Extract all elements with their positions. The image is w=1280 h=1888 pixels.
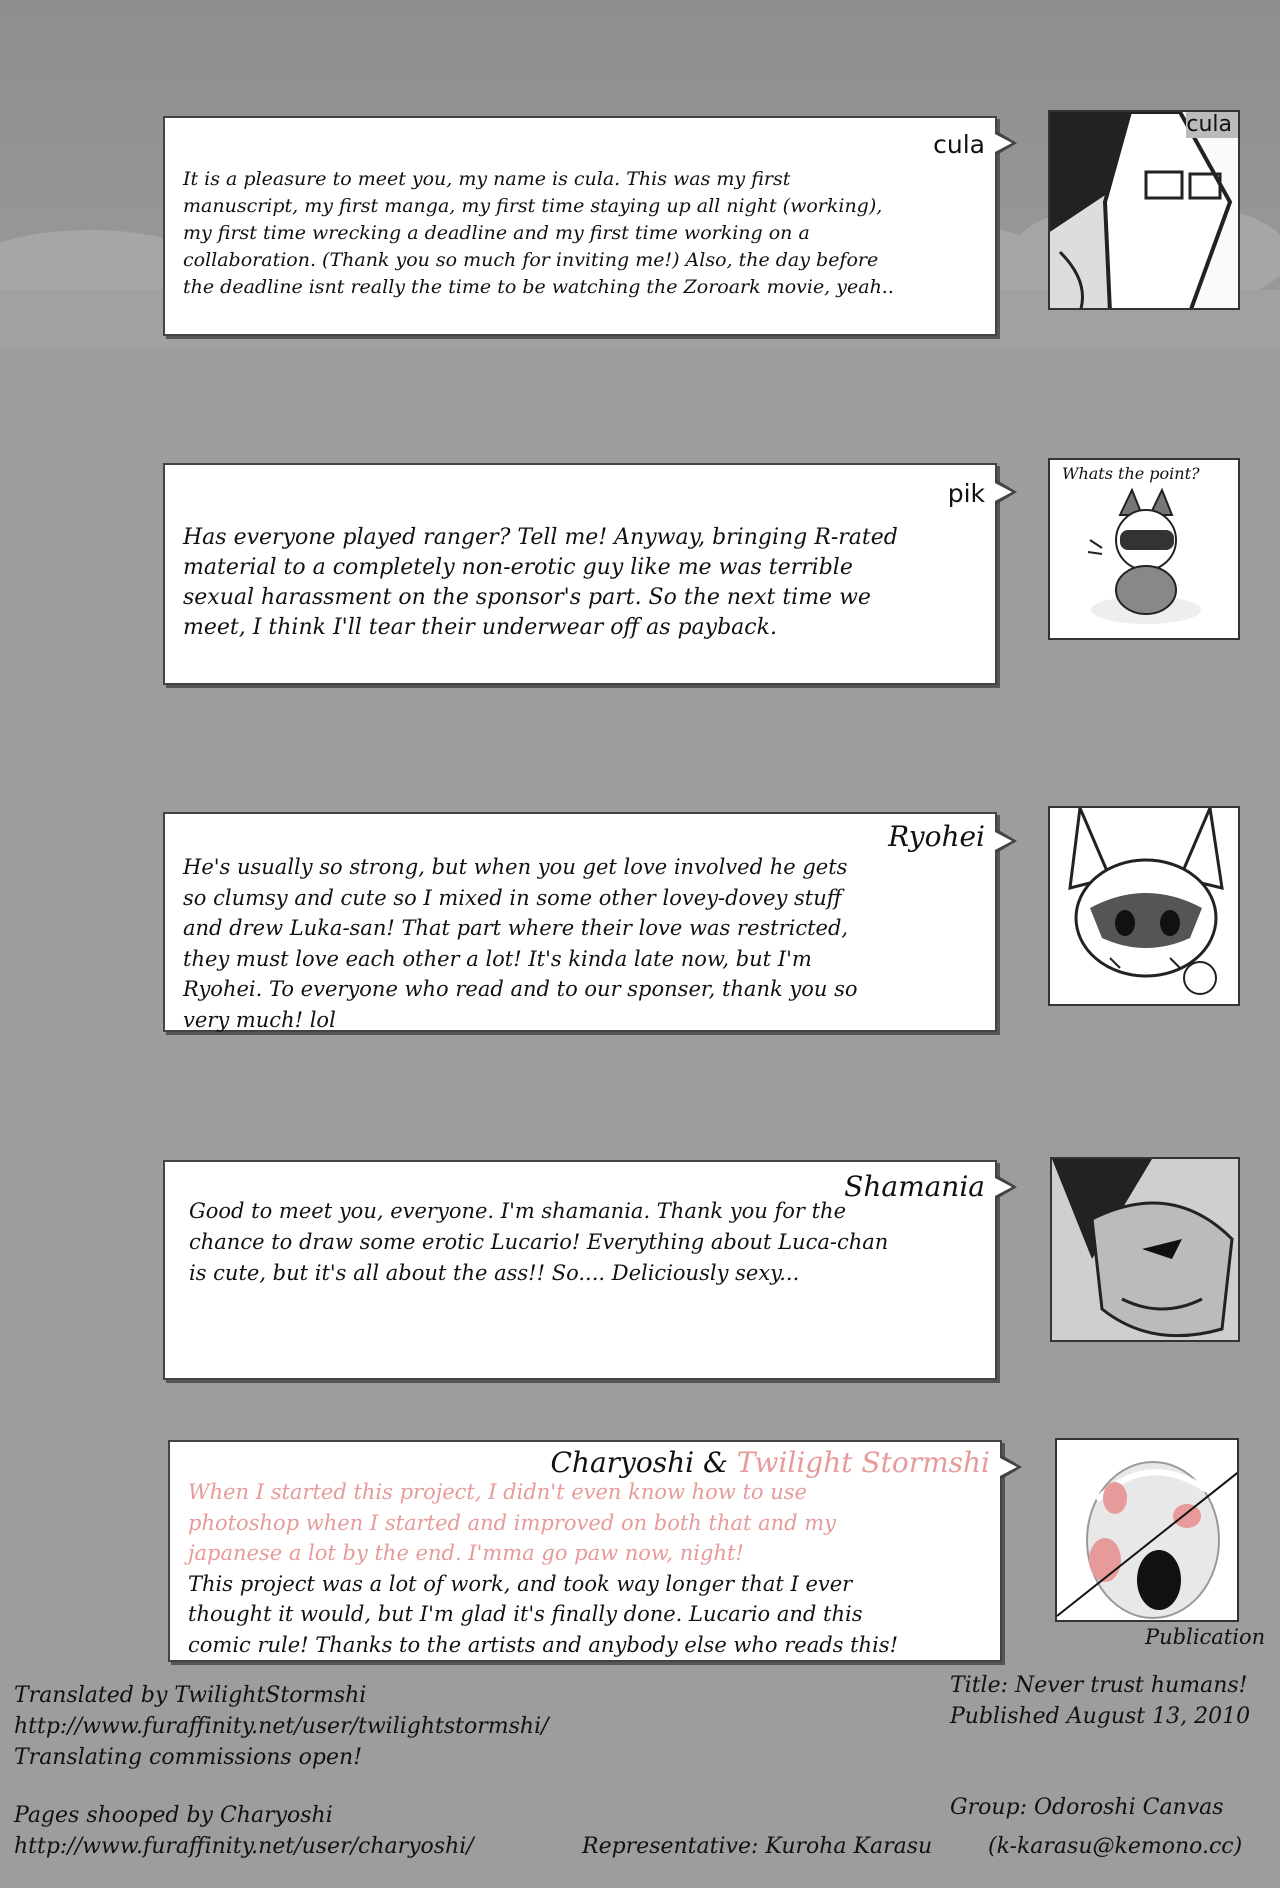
- note-bubble-ryohei: [163, 812, 997, 1032]
- avatar-ryohei: [1048, 806, 1240, 1006]
- author-name: Charyoshi &: [550, 1446, 737, 1479]
- note-bubble-shamania: [163, 1160, 997, 1380]
- note-bubble-cula: [163, 116, 997, 336]
- avatar-publication: [1055, 1438, 1239, 1622]
- author-name-pink: Twilight Stormshi: [736, 1446, 990, 1479]
- note-author: [551, 1446, 991, 1479]
- egg-logo-icon: [1057, 1440, 1239, 1622]
- representative: Representative: Kuroha Karasu: [582, 1834, 933, 1859]
- lucario-face-blushing-icon: [1050, 808, 1240, 1006]
- chibi-riolu-with-visor-icon: [1050, 460, 1240, 640]
- note-author: cula: [933, 130, 985, 159]
- avatar-caption: Whats the point?: [1062, 464, 1200, 483]
- note-text: He's usually so strong, but when you get love involved he gets so clumsy and cute so I mixed in some other lovey-dovey stuff and drew Luka-san! That part where their love was restricted, they must love each other a lot! It's kinda late now, but I'm Ryohei. To everyone who read and to our sponser, thank you so very much! lol: [183, 855, 858, 1032]
- avatar-label: cula: [1186, 112, 1232, 137]
- avatar-cula: [1048, 110, 1240, 310]
- note-author: Ryohei: [888, 820, 985, 853]
- publication-caption: Publication: [1145, 1625, 1266, 1649]
- note-text: Has everyone played ranger? Tell me! Anyway, bringing R-rated material to a completely non-erotic guy like me was terrible sexual harassment on the sponsor's part. So the next time we meet, I think I'll tear their underwear off as payback.: [183, 525, 898, 640]
- publication-group: Group: Odoroshi Canvas: [950, 1795, 1224, 1820]
- lucario-face-shaded-icon: [1052, 1159, 1240, 1342]
- note-text: Good to meet you, everyone. I'm shamania. Thank you for the chance to draw some erotic Lucario! Everything about Luca-chan is cute, but it's all about the ass!! So.... Deliciously sexy...: [189, 1199, 889, 1285]
- fox-character-with-glasses-icon: [1050, 112, 1240, 310]
- credits-translator: Translated by TwilightStormshi http://www.furaffinity.net/user/twilightstormshi/ Translating commissions open!: [14, 1683, 549, 1770]
- representative-email: (k-karasu@kemono.cc): [988, 1834, 1243, 1859]
- note-author: Shamania: [844, 1170, 985, 1203]
- publication-info: Title: Never trust humans! Published August 13, 2010: [950, 1673, 1251, 1729]
- note-bubble-pik: [163, 463, 997, 685]
- note-text: It is a pleasure to meet you, my name is cula. This was my first manuscript, my first manga, my first time staying up all night (working), my first time wrecking a deadline and my first time working on a collaboration. (Thank you so much for inviting me!) Also, the day before the deadline isnt really the time to be watching the Zoroark movie, yeah..: [183, 168, 894, 298]
- note-text: When I started this project, I didn't even know how to use photoshop when I started and improved on both that and my japanese a lot by the end. I'mma go paw now, night! This project was a lot of work, and took way longer that I ever thought it would, but I'm glad it's finally done. Lucario and this comic rule! Thanks to the artists and anybody else who reads this!: [188, 1480, 899, 1657]
- note-bubble-charyoshi: [168, 1440, 1002, 1662]
- avatar-pik: [1048, 458, 1240, 640]
- credits-shooper: Pages shooped by Charyoshi http://www.furaffinity.net/user/charyoshi/: [14, 1803, 474, 1859]
- note-author: pik: [947, 479, 985, 508]
- avatar-shamania: [1050, 1157, 1240, 1342]
